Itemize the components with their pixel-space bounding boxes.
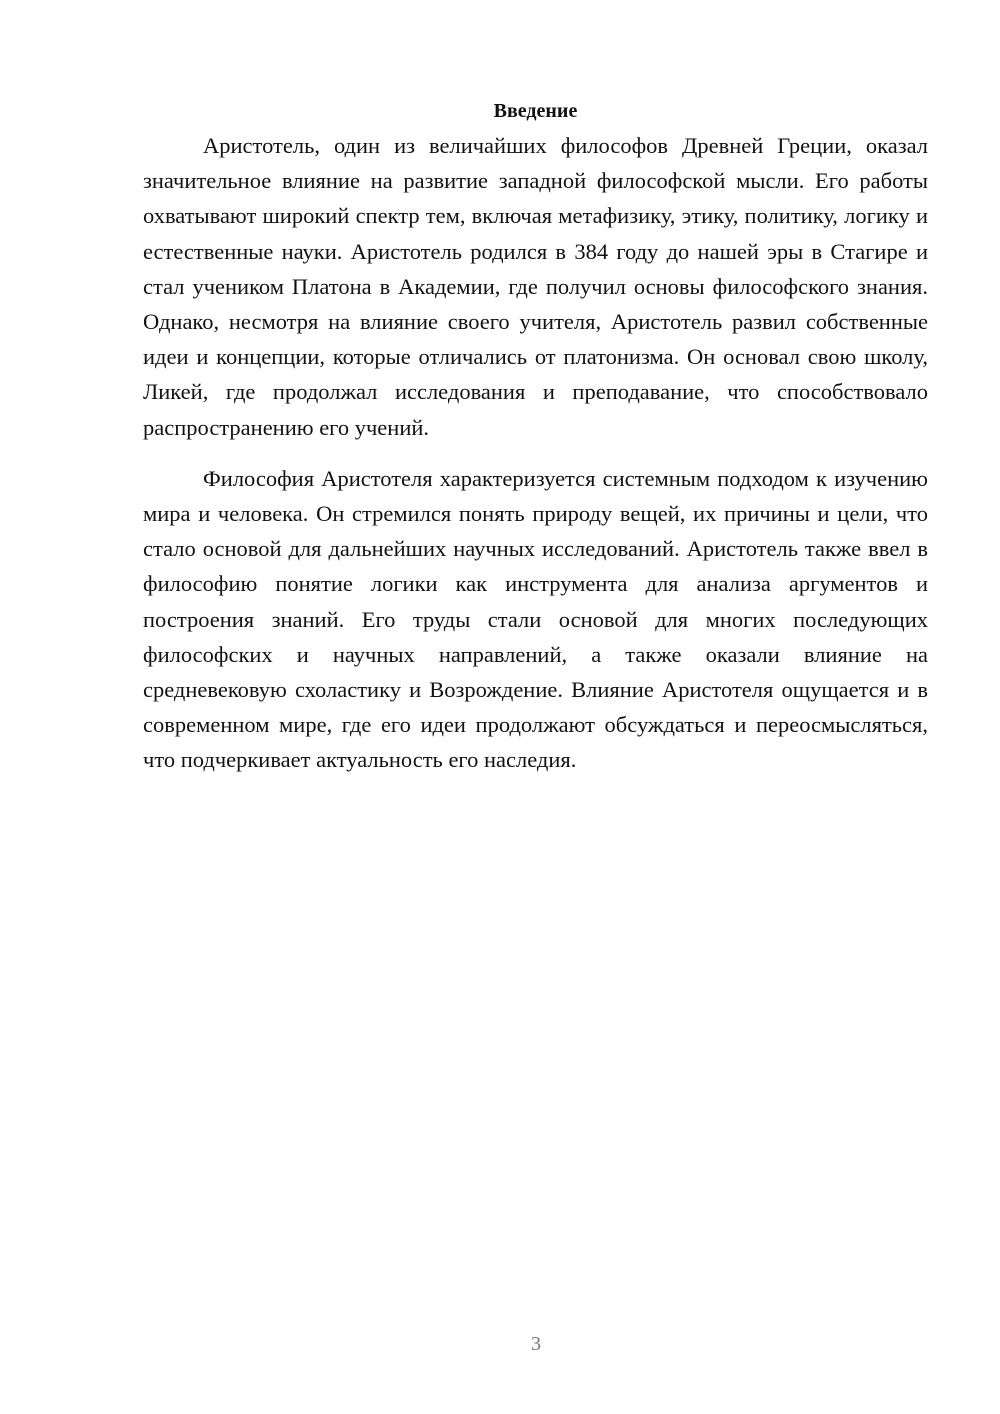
page-content	[143, 96, 928, 778]
section-heading: Введение	[493, 100, 578, 122]
body-paragraph-2: Философия Аристотеля характеризуется системным подходом к изучению мира и человека. Он стремился понять природу вещей, их причины и цели, что стало основой для дальнейших научных исследований. Аристотель также ввел в философию понятие логики как инструмента для анализа аргументов и построения знаний. Его труды стали основой для многих последующих философских и научных направлений, а также оказали влияние на средневековую схоластику и Возрождение. Влияние Аристотеля ощущается и в современном мире, где его идеи продолжают обсуждаться и переосмысляться, что подчеркивает актуальность его наследия.	[143, 465, 928, 773]
page-number: 3	[531, 1333, 541, 1355]
body-paragraph-1: Аристотель, один из величайших философов Древней Греции, оказал значительное влияние на развитие западной философской мысли. Его работы охватывают широкий спектр тем, включая метафизику, этику, политику, логику и естественные науки. Аристотель родился в 384 году до нашей эры в Стагире и стал учеником Платона в Академии, где получил основы философского знания. Однако, несмотря на влияние своего учителя, Аристотель развил собственные идеи и концепции, которые отличались от платонизма. Он основал свою школу, Ликей, где продолжал исследования и преподавание, что способствовало распространению его учений.	[143, 133, 928, 440]
